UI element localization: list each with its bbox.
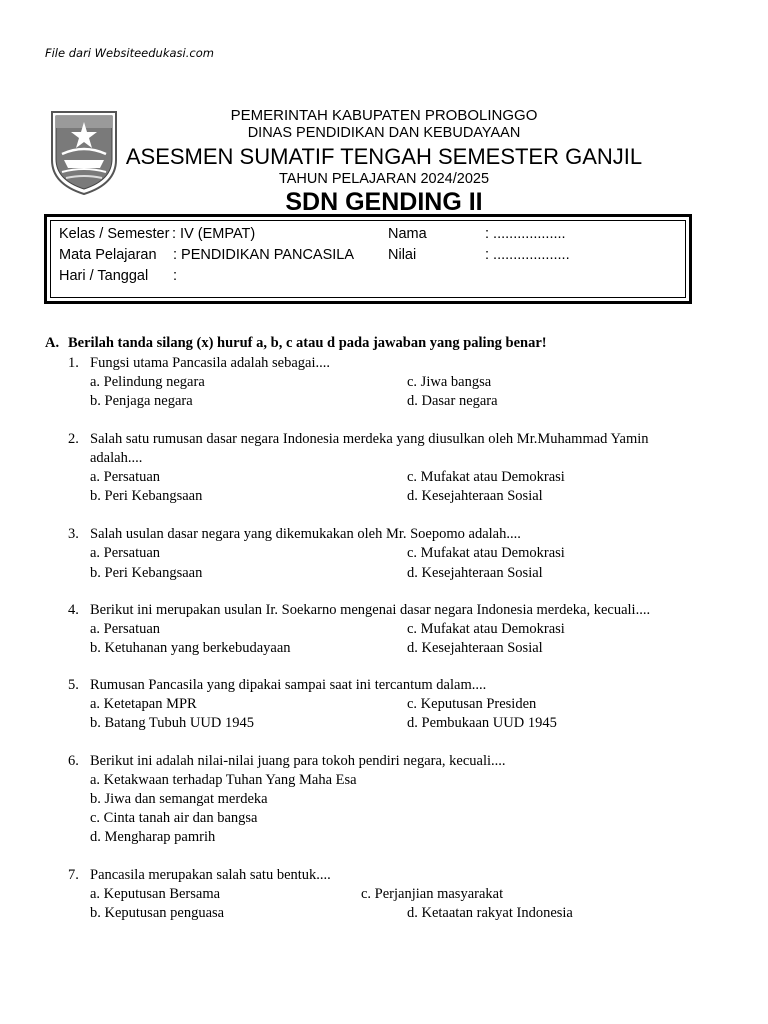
option-d[interactable]: d. Kesejahteraan Sosial (407, 488, 543, 504)
exam-title: ASESMEN SUMATIF TENGAH SEMESTER GANJIL (125, 144, 643, 169)
option-a[interactable]: a. Persatuan (90, 621, 161, 637)
option-c[interactable]: c. Mufakat atau Demokrasi (407, 621, 565, 637)
option-a[interactable]: a. Keputusan Bersama (90, 886, 221, 902)
question-text: Berikut ini adalah nilai-nilai juang para tokoh pendiri negara, kecuali.... (90, 753, 506, 769)
question-text: Berikut ini merupakan usulan Ir. Soekarno mengenai dasar negara Indonesia merdeka, kecuali.... (90, 602, 651, 618)
option-b[interactable]: b. Penjaga negara (90, 393, 193, 409)
question-number: 1. (68, 355, 79, 371)
option-a[interactable]: a. Persatuan (90, 545, 161, 561)
mapel-label: Mata Pelajaran (59, 247, 157, 263)
header-agency: DINAS PENDIDIKAN DAN KEBUDAYAAN (247, 125, 521, 141)
school-name: SDN GENDING II (285, 188, 483, 216)
question-text: Fungsi utama Pancasila adalah sebagai.... (90, 355, 330, 371)
option-a[interactable]: a. Ketakwaan terhadap Tuhan Yang Maha Esa (90, 772, 357, 788)
academic-year: TAHUN PELAJARAN 2024/2025 (278, 171, 490, 187)
option-b[interactable]: b. Batang Tubuh UUD 1945 (90, 715, 254, 731)
question-number: 2. (68, 431, 79, 447)
section-instruction: Berilah tanda silang (x) huruf a, b, c atau d pada jawaban yang paling benar! (68, 335, 547, 351)
question-number: 3. (68, 526, 79, 542)
option-c[interactable]: c. Perjanjian masyarakat (361, 886, 504, 902)
source-note: File dari Websiteedukasi.com (45, 46, 214, 60)
nama-label: Nama (388, 226, 427, 242)
option-a[interactable]: a. Ketetapan MPR (90, 696, 197, 712)
question-text: Salah satu rumusan dasar negara Indonesia merdeka yang diusulkan oleh Mr.Muhammad Yamin (90, 431, 649, 447)
option-d[interactable]: d. Kesejahteraan Sosial (407, 640, 543, 656)
nama-field[interactable]: : .................. (485, 226, 566, 242)
option-a[interactable]: a. Pelindung negara (90, 374, 205, 390)
nilai-field[interactable]: : ................... (485, 247, 570, 263)
section-letter: A. (45, 335, 60, 351)
question-text: Rumusan Pancasila yang dipakai sampai saat ini tercantum dalam.... (90, 677, 487, 693)
option-d[interactable]: d. Pembukaan UUD 1945 (407, 715, 557, 731)
option-d[interactable]: d. Ketaatan rakyat Indonesia (407, 905, 573, 921)
option-b[interactable]: b. Peri Kebangsaan (90, 565, 203, 581)
option-d[interactable]: d. Mengharap pamrih (90, 829, 216, 845)
option-c[interactable]: c. Keputusan Presiden (407, 696, 537, 712)
option-b[interactable]: b. Keputusan penguasa (90, 905, 225, 921)
option-b[interactable]: b. Jiwa dan semangat merdeka (90, 791, 268, 807)
option-c[interactable]: c. Mufakat atau Demokrasi (407, 545, 565, 561)
kelas-label: Kelas / Semester (59, 226, 170, 242)
question-text: Pancasila merupakan salah satu bentuk.... (90, 867, 331, 883)
option-d[interactable]: d. Kesejahteraan Sosial (407, 565, 543, 581)
kelas-value: : IV (EMPAT) (172, 226, 256, 242)
option-b[interactable]: b. Ketuhanan yang berkebudayaan (90, 640, 291, 656)
option-c[interactable]: c. Jiwa bangsa (407, 374, 492, 390)
mapel-value: : PENDIDIKAN PANCASILA (173, 247, 355, 263)
question-number: 7. (68, 867, 79, 883)
question-number: 6. (68, 753, 79, 769)
header-government: PEMERINTAH KABUPATEN PROBOLINGGO (230, 107, 538, 124)
option-d[interactable]: d. Dasar negara (407, 393, 498, 409)
hari-value: : (173, 268, 178, 284)
question-text: Salah usulan dasar negara yang dikemukakan oleh Mr. Soepomo adalah.... (90, 526, 521, 542)
question-number: 5. (68, 677, 79, 693)
option-b[interactable]: b. Peri Kebangsaan (90, 488, 203, 504)
question-text-continued: adalah.... (90, 450, 143, 466)
option-a[interactable]: a. Persatuan (90, 469, 161, 485)
option-c[interactable]: c. Cinta tanah air dan bangsa (90, 810, 258, 826)
nilai-label: Nilai (388, 247, 417, 263)
option-c[interactable]: c. Mufakat atau Demokrasi (407, 469, 565, 485)
hari-label: Hari / Tanggal (59, 268, 149, 284)
question-number: 4. (68, 602, 79, 618)
